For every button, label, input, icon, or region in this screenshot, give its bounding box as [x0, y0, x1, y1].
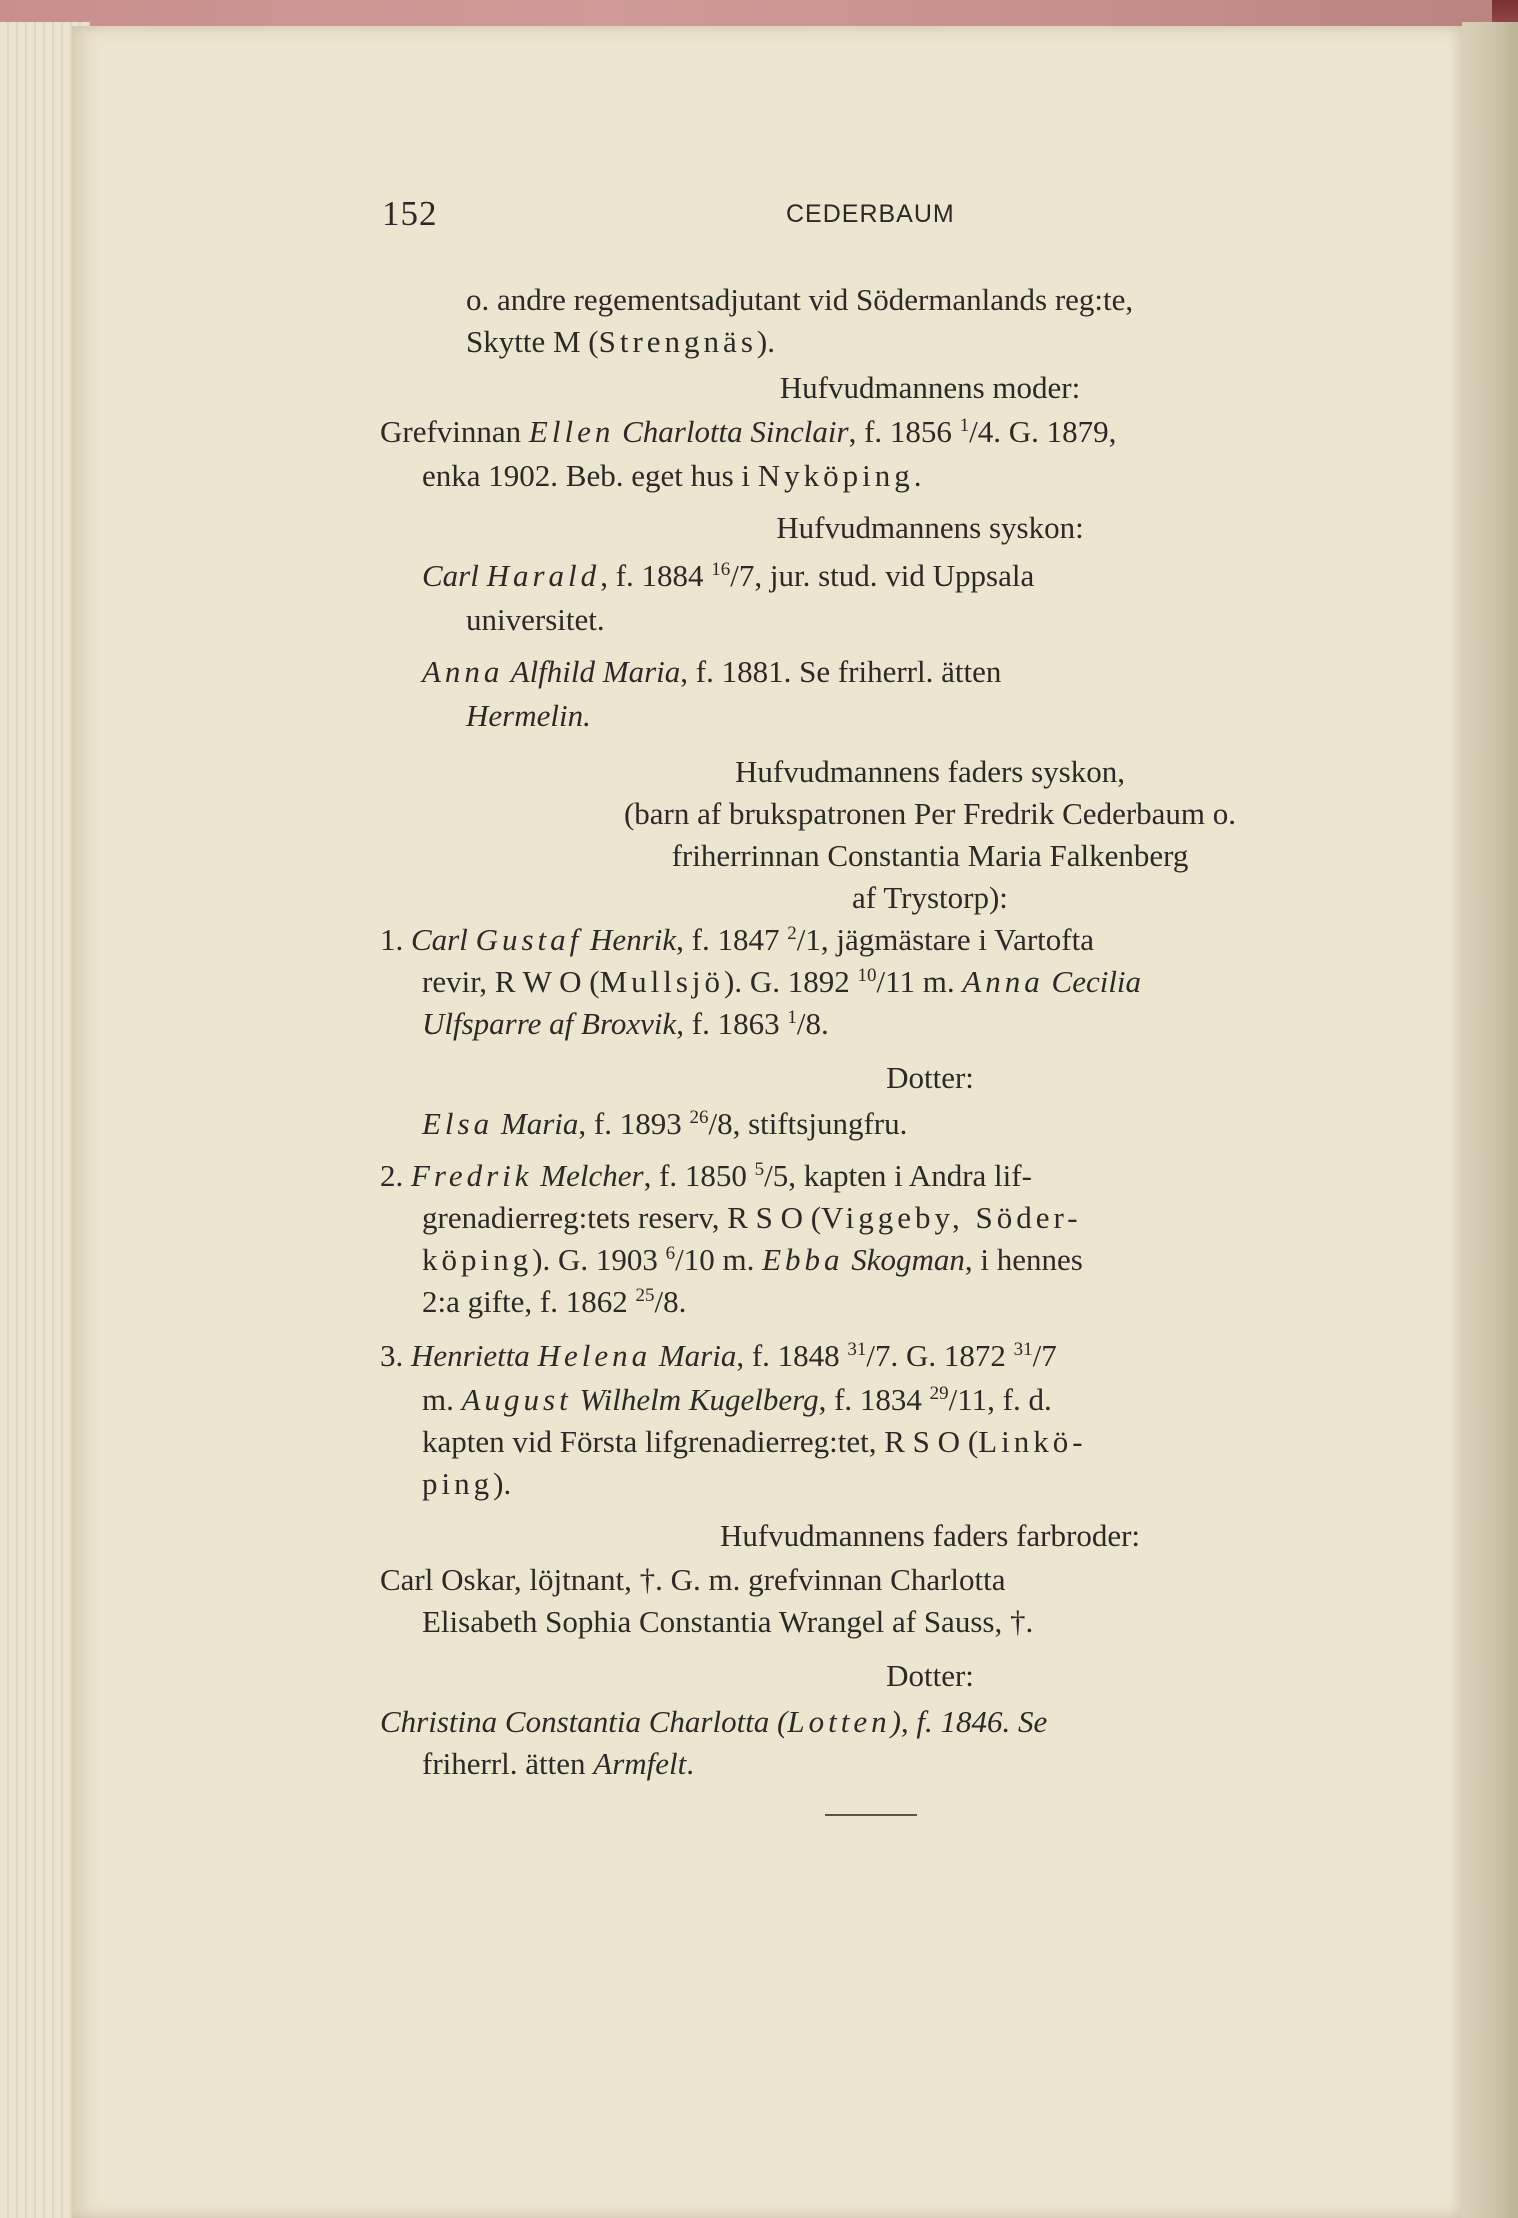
section-heading: Hufvudmannens moder:	[779, 370, 1081, 405]
text-line: 2:a gifte, f. 1862 $^{25}$/8.	[422, 1284, 687, 1319]
text-line: Elisabeth Sophia Constantia Wrangel af Sauss, †.	[422, 1604, 1034, 1639]
book-gutter	[1462, 22, 1518, 2218]
section-heading: Hufvudmannens syskon:	[776, 510, 1084, 545]
text-line: grenadierreg:tets reserv, R S O (Viggeby, Söder-	[422, 1200, 1082, 1235]
text-line: 3. Henrietta Helena Maria, f. 1848 $^{31}$/7. G. 1872 $^{31}$/7	[380, 1338, 1057, 1373]
text-line: Ulfsparre af Broxvik, f. 1863 $^1$/8.	[422, 1006, 829, 1041]
text-line: m. August Wilhelm Kugelberg, f. 1834 $^{29}$/11, f. d.	[422, 1382, 1052, 1417]
text-line: 2. Fredrik Melcher, f. 1850 $^5$/5, kapten i Andra lif-	[380, 1158, 1032, 1193]
text-line: 1. Carl Gustaf Henrik, f. 1847 $^2$/1, jägmästare i Vartofta	[380, 922, 1094, 957]
text-line: Hermelin.	[466, 698, 591, 733]
text-line: o. andre regementsadjutant vid Södermanlands reg:te,	[466, 282, 1134, 317]
page-number: 152	[382, 194, 438, 233]
text-line: Skytte M (Strengnäs).	[466, 324, 775, 359]
text-line: Anna Alfhild Maria, f. 1881. Se friherrl. ätten	[422, 654, 1002, 689]
section-heading: Dotter:	[886, 1658, 974, 1693]
text-line: friherrl. ätten Armfelt.	[422, 1746, 695, 1781]
text-line: universitet.	[466, 602, 605, 637]
section-heading: Dotter:	[886, 1060, 974, 1095]
running-head: CEDERBAUM	[786, 200, 955, 228]
text-line: af Trystorp):	[852, 880, 1008, 915]
text-line: Carl Oskar, löjtnant, †. G. m. grefvinnan Charlotta	[380, 1562, 1006, 1597]
text-line: köping). G. 1903 $^6$/10 m. Ebba Skogman, i hennes	[422, 1242, 1083, 1277]
text-line: Christina Constantia Charlotta (Lotten), f. 1846. Se	[380, 1704, 1048, 1739]
page-header	[382, 194, 1002, 238]
page-top-edge	[0, 0, 1518, 26]
section-heading: Hufvudmannens faders farbroder:	[719, 1518, 1141, 1553]
text-line: revir, R W O (Mullsjö). G. 1892 $^{10}$/11 m. Anna Cecilia	[422, 964, 1142, 999]
text-line: kapten vid Första lifgrenadierreg:tet, R S O (Linkö-	[422, 1424, 1087, 1459]
text-line: friherrinnan Constantia Maria Falkenberg	[671, 838, 1189, 873]
text-line: Grefvinnan Ellen Charlotta Sinclair, f. 1856 $^1$/4. G. 1879,	[380, 414, 1117, 449]
section-divider	[825, 1814, 917, 1816]
section-heading: Hufvudmannens faders syskon,	[734, 754, 1125, 789]
text-line: Elsa Maria, f. 1893 $^{26}$/8, stiftsjungfru.	[422, 1106, 908, 1141]
text-line: ping).	[422, 1466, 512, 1501]
text-line: (barn af brukspatronen Per Fredrik Cederbaum o.	[623, 796, 1237, 831]
text-line: enka 1902. Beb. eget hus i Nyköping.	[422, 458, 922, 493]
text-line: Carl Harald, f. 1884 $^{16}$/7, jur. stud. vid Uppsala	[422, 558, 1035, 593]
